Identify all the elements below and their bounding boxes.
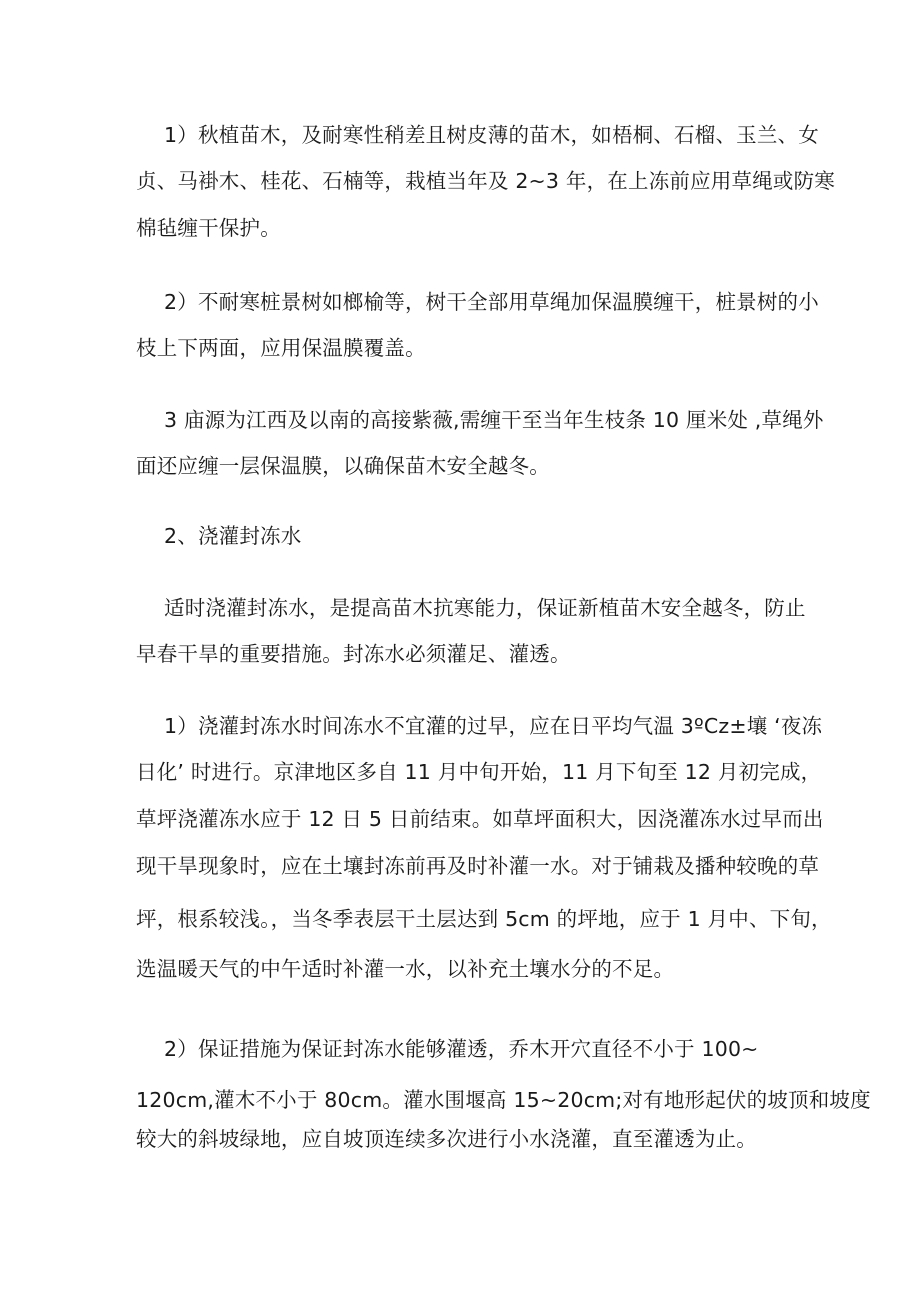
paragraph-1-line-2: 贞、马褂木、桂花、石楠等，栽植当年及 2~3 年，在上冻前应用草绳或防寒 xyxy=(136,169,835,193)
section-heading: 2、浇灌封冻水 xyxy=(164,524,302,548)
paragraph-4-line-2: 早春干旱的重要措施。封冻水必须灌足、灌透。 xyxy=(136,642,571,666)
paragraph-2-line-1: 2）不耐寒桩景树如榔榆等，树干全部用草绳加保温膜缠干，桩景树的小 xyxy=(164,290,819,314)
paragraph-2-line-2: 枝上下两面，应用保温膜覆盖。 xyxy=(136,336,426,360)
paragraph-5-line-2: 日化’ 时进行。京津地区多自 11 月中旬开始，11 月下旬至 12 月初完成， xyxy=(136,760,822,784)
paragraph-6-line-1: 2）保证措施为保证封冻水能够灌透，乔木开穴直径不小于 100~ xyxy=(164,1037,759,1061)
paragraph-5-line-4: 现干旱现象时，应在土壤封冻前再及时补灌一水。对于铺栽及播种较晚的草 xyxy=(136,854,820,878)
paragraph-4-line-1: 适时浇灌封冻水，是提高苗木抗寒能力，保证新植苗木安全越冬，防止 xyxy=(164,596,806,620)
paragraph-1-line-1: 1）秋植苗木，及耐寒性稍差且树皮薄的苗木，如梧桐、石榴、玉兰、女 xyxy=(164,123,819,147)
paragraph-5-line-1: 1）浇灌封冻水时间冻水不宜灌的过早，应在日平均气温 3ºCz±壤 ‘夜冻 xyxy=(164,714,823,738)
paragraph-5-line-3: 草坪浇灌冻水应于 12 日 5 日前结束。如草坪面积大，因浇灌冻水过早而出 xyxy=(136,807,824,831)
paragraph-3-line-2: 面还应缠一层保温膜，以确保苗木安全越冬。 xyxy=(136,454,550,478)
paragraph-3-line-1: 3 庙源为江西及以南的高接紫薇,需缠干至当年生枝条 10 厘米处 ,草绳外 xyxy=(164,408,824,432)
paragraph-5-line-6: 选温暖天气的中午适时补灌一水，以补充土壤水分的不足。 xyxy=(136,957,675,981)
paragraph-1-line-3: 棉毡缠干保护。 xyxy=(136,216,281,240)
paragraph-6-line-3: 较大的斜坡绿地，应自坡顶连续多次进行小水浇灌，直至灌透为止。 xyxy=(136,1127,757,1151)
paragraph-6-line-2: 120cm,灌木不小于 80cm。灌水围堰高 15~20cm;对有地形起伏的坡顶和坡度 xyxy=(136,1088,871,1112)
paragraph-5-line-5: 坪，根系较浅。，当冬季表层干土层达到 5cm 的坪地，应于 1 月中、下旬， xyxy=(136,907,832,931)
